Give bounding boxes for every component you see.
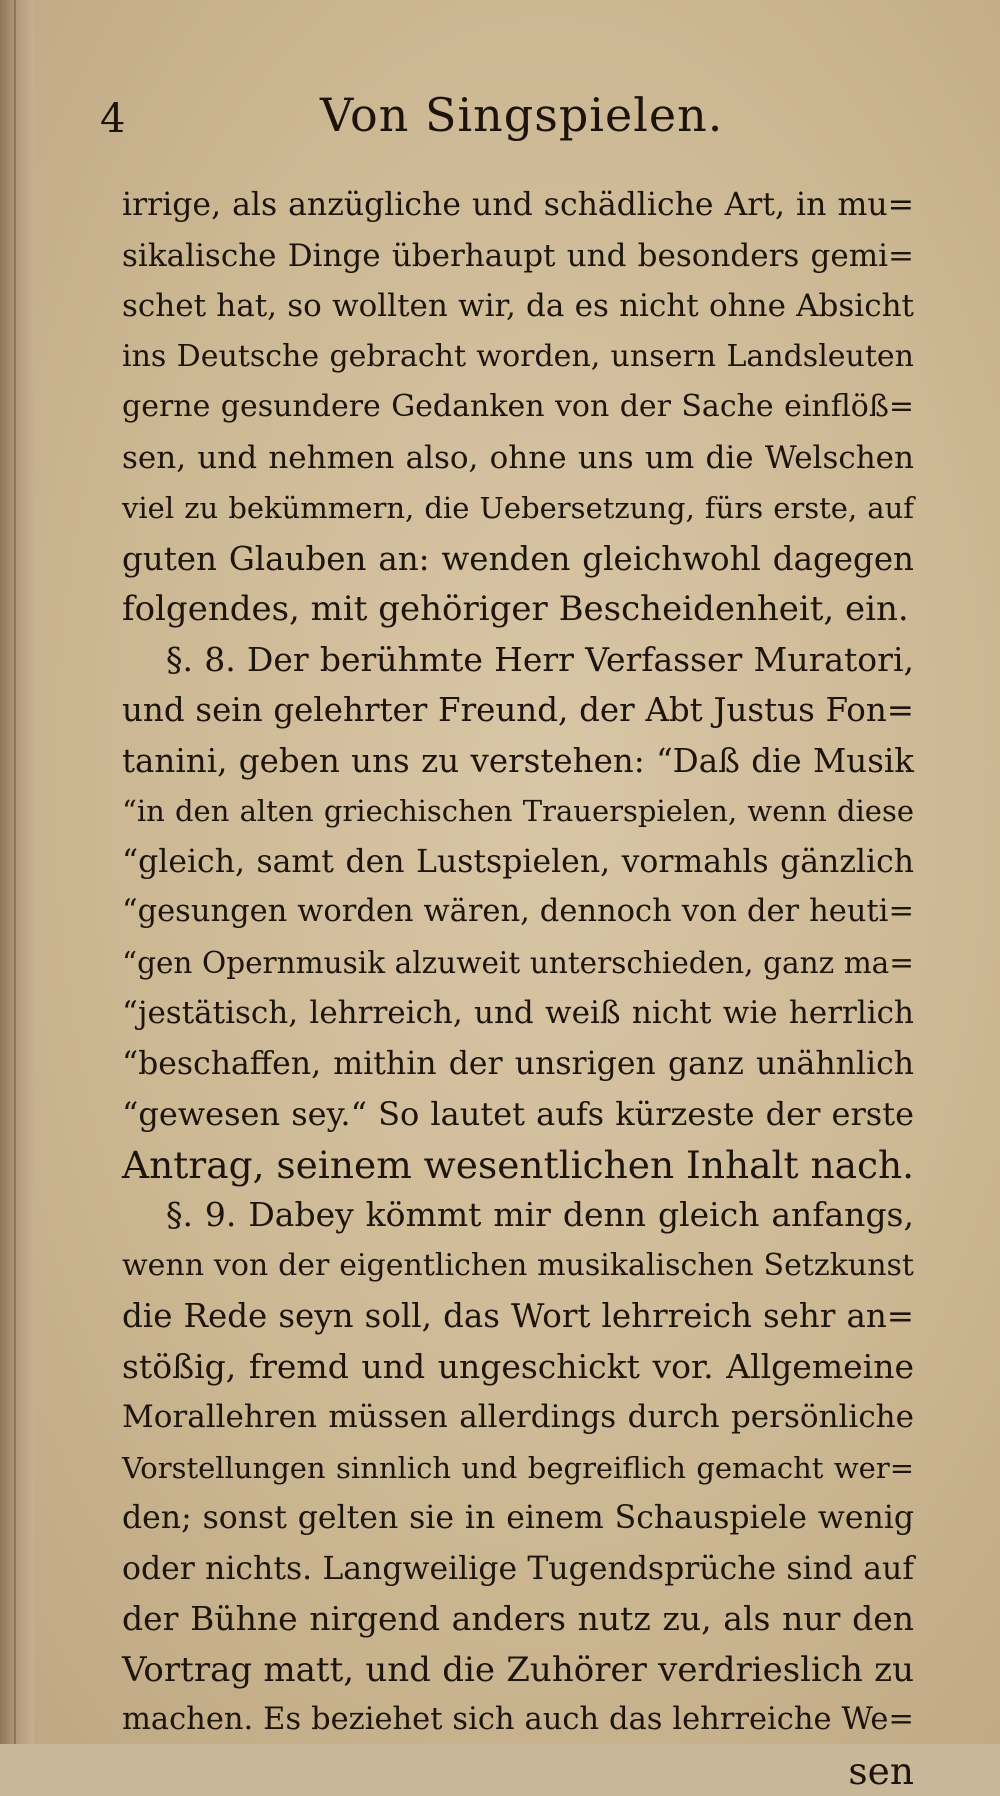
text-line: die Rede seyn soll, das Wort lehrreich sehr an= [122,1291,914,1342]
running-head: Von Singspielen. [320,88,723,142]
page-gutter [0,0,34,1744]
text-line: sen, und nehmen also, ohne uns um die Welschen [122,433,914,484]
text-line: irrige, als anzügliche und schädliche Art, in mu= [122,180,914,231]
text-line: “gesungen worden wären, dennoch von der heuti= [122,887,914,938]
text-line: folgendes, mit gehöriger Bescheidenheit, ein. [122,584,914,635]
text-line: Morallehren müssen allerdings durch persönliche [122,1392,914,1443]
text-line: der Bühne nirgend anders nutz zu, als nur den [122,1594,914,1645]
text-line: “gleich, samt den Lustspielen, vormahls gänzlich [122,837,914,888]
page-number: 4 [100,96,125,142]
text-line: guten Glauben an: wenden gleichwohl dagegen [122,534,914,585]
text-line: und sein gelehrter Freund, der Abt Justus Fon= [122,685,914,736]
gutter-fold-line [14,0,16,1744]
page-header [100,88,900,148]
paragraph-start-line: §. 9. Dabey kömmt mir denn gleich anfangs, [122,1190,914,1241]
text-line: den; sonst gelten sie in einem Schauspiele wenig [122,1493,914,1544]
text-line: oder nichts. Langweilige Tugendsprüche sind auf [122,1544,914,1595]
text-line: stößig, fremd und ungeschickt vor. Allgemeine [122,1342,914,1393]
text-line: “jestätisch, lehrreich, und weiß nicht wie herrlich [122,988,914,1039]
text-line: Vortrag matt, und die Zuhörer verdrieslich zu [122,1645,914,1696]
text-line: “in den alten griechischen Trauerspielen, wenn diese [122,786,914,837]
text-line: Vorstellungen sinnlich und begreiflich gemacht wer= [122,1443,914,1494]
body-text [122,180,914,1796]
paragraph-start-line: §. 8. Der berühmte Herr Verfasser Muratori, [122,635,914,686]
text-line: “gewesen sey.“ So lautet aufs kürzeste der erste [122,1089,914,1140]
text-line: tanini, geben uns zu verstehen: “Daß die Musik [122,736,914,787]
text-line: gerne gesundere Gedanken von der Sache einflöß= [122,382,914,433]
text-line: viel zu bekümmern, die Uebersetzung, fürs erste, auf [122,483,914,534]
text-line: Antrag, seinem wesentlichen Inhalt nach. [122,1140,914,1191]
text-line: ins Deutsche gebracht worden, unsern Landsleuten [122,332,914,383]
text-line: wenn von der eigentlichen musikalischen Setzkunst [122,1241,914,1292]
text-line: schet hat, so wollten wir, da es nicht ohne Absicht [122,281,914,332]
catchword: sen [122,1746,914,1796]
text-line: machen. Es beziehet sich auch das lehrreiche We= [122,1695,914,1746]
text-line: “beschaffen, mithin der unsrigen ganz unähnlich [122,1039,914,1090]
text-line: sikalische Dinge überhaupt und besonders gemi= [122,231,914,282]
text-line: “gen Opernmusik alzuweit unterschieden, ganz ma= [122,938,914,989]
